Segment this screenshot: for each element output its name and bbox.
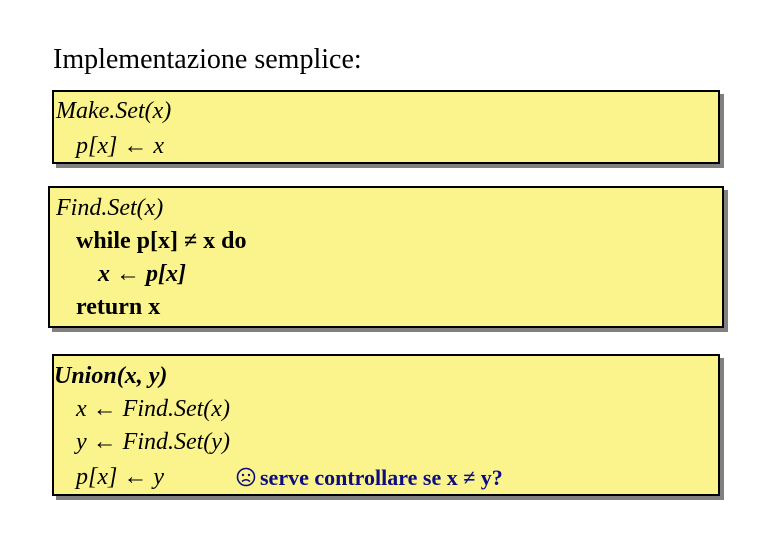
- findset-line-2: while p[x] ≠ x do: [76, 228, 247, 254]
- makeset-line-1: Make.Set(x): [56, 98, 172, 124]
- findset-line-1: Find.Set(x): [56, 195, 164, 221]
- findset-line-3: x ← p[x]: [98, 261, 186, 287]
- union-line-3: y ← Find.Set(y): [76, 429, 230, 455]
- page-title: Implementazione semplice:: [53, 44, 362, 75]
- makeset-line-2: p[x] ← x: [76, 133, 164, 159]
- union-note: serve controllare se x ≠ y?: [260, 465, 503, 490]
- findset-line-4: return x: [76, 294, 161, 320]
- union-line-4: p[x] ← y: [76, 464, 164, 490]
- union-line-2: x ← Find.Set(x): [76, 396, 230, 422]
- frown-face-icon: [236, 467, 256, 487]
- union-line-1: Union(x, y): [54, 363, 168, 389]
